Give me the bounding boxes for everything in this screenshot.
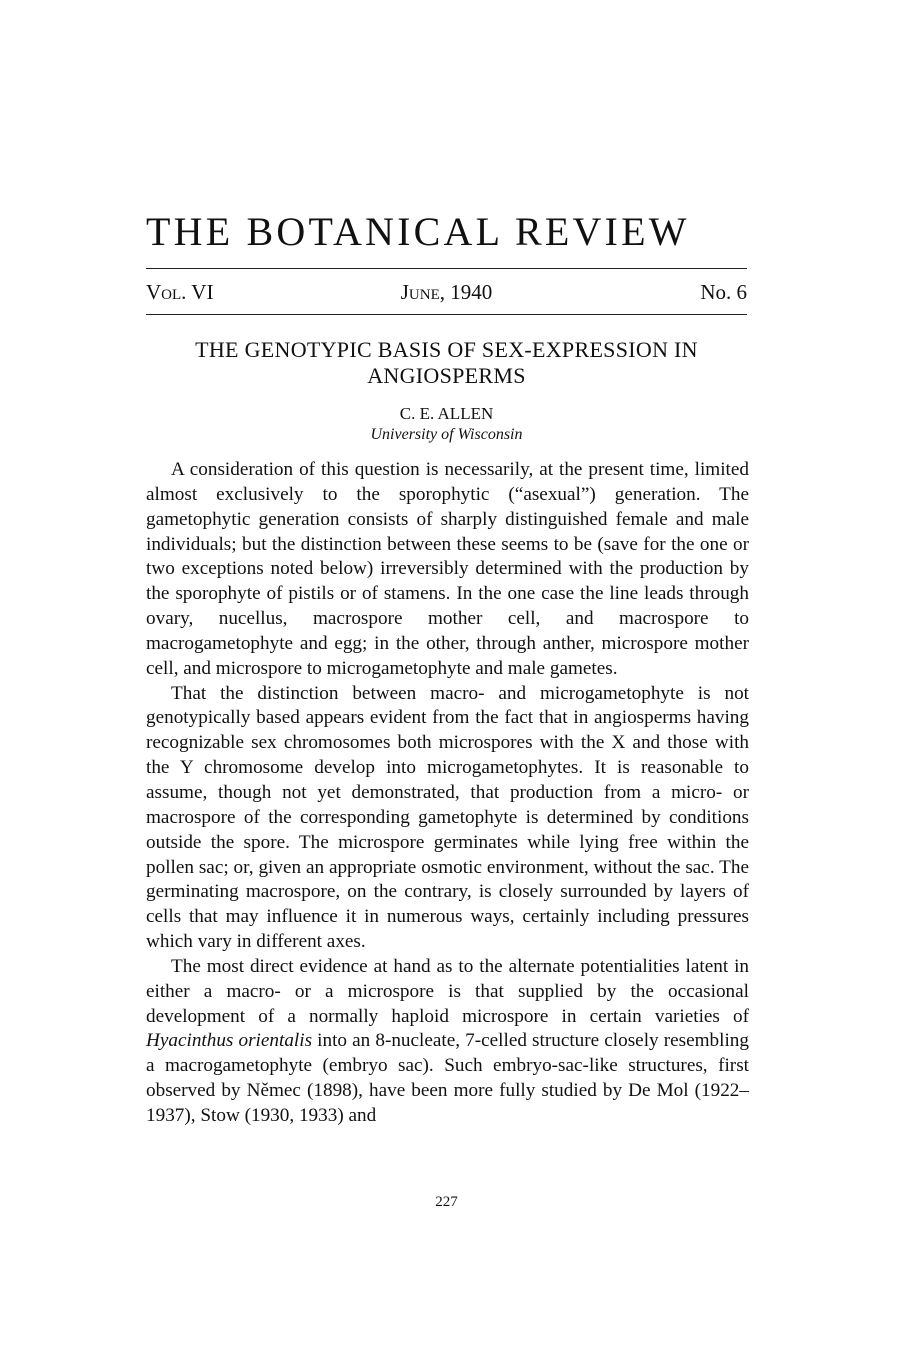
author-name: C. E. ALLEN (399, 404, 494, 423)
issue-line (146, 278, 747, 306)
header-rule-top (146, 268, 747, 269)
paragraph-3 (146, 955, 749, 1129)
author-affiliation: University of Wisconsin (370, 426, 523, 443)
issue-date: June, 1940 (400, 280, 493, 304)
header-rule-bottom (146, 314, 747, 315)
page-number: 227 (435, 1194, 458, 1210)
paragraph-3-text-before: The most direct evidence at hand as to the alternate potentialities latent in either a macro- or a microspore is that supplied by the occasional development of a normally haploid microspore in certain varieties of (146, 955, 749, 1027)
journal-title: THE BOTANICAL REVIEW (146, 209, 690, 254)
volume-label: Vol. VI (146, 280, 214, 304)
issue-number: No. 6 (700, 280, 747, 304)
paragraph-1: A consideration of this question is necessarily, at the present time, limited almost exclusively to the sporophytic (“asexual”) generation. The gametophytic generation consists of sharply distinguished female and male individuals; but the distinction between these seems to be (save for the one or two exceptions noted below) irreversibly determined with the production by the sporophyte of pistils or of stamens. In the one case the line leads through ovary, nucellus, macrospore mother cell, and macrospore to macrogametophyte and egg; in the other, through anther, microspore mother cell, and microspore to microgametophyte and male gametes. (146, 459, 749, 679)
article-body (146, 458, 749, 1129)
paragraph-2: That the distinction between macro- and microgametophyte is not genotypically based appears evident from the fact that in angiosperms having recognizable sex chromosomes both microspores with the X and those with the Y chromosome develop into microgametophytes. It is reasonable to assume, though not yet demonstrated, that production from a micro- or macrospore of the corresponding gametophyte is determined by conditions outside the spore. The microspore germinates while lying free within the pollen sac; or, given an appropriate osmotic environment, without the sac. The germinating macrospore, on the contrary, is closely surrounded by layers of cells that may influence it in numerous ways, certainly including pressures which vary in different axes. (146, 682, 749, 953)
paragraph-3-text-after: into an 8-nucleate, 7-celled structure closely resembling a macrogametophyte (embryo sac). Such embryo-sac-like structures, first observed by Němec (1898), have been more fully studied by De Mol (1922–1937), Stow (1930, 1933) and (146, 1030, 749, 1126)
species-name: Hyacinthus orientalis (146, 1030, 313, 1052)
article-title: THE GENOTYPIC BASIS OF SEX-EXPRESSION IN ANGIOSPERMS (195, 337, 698, 388)
